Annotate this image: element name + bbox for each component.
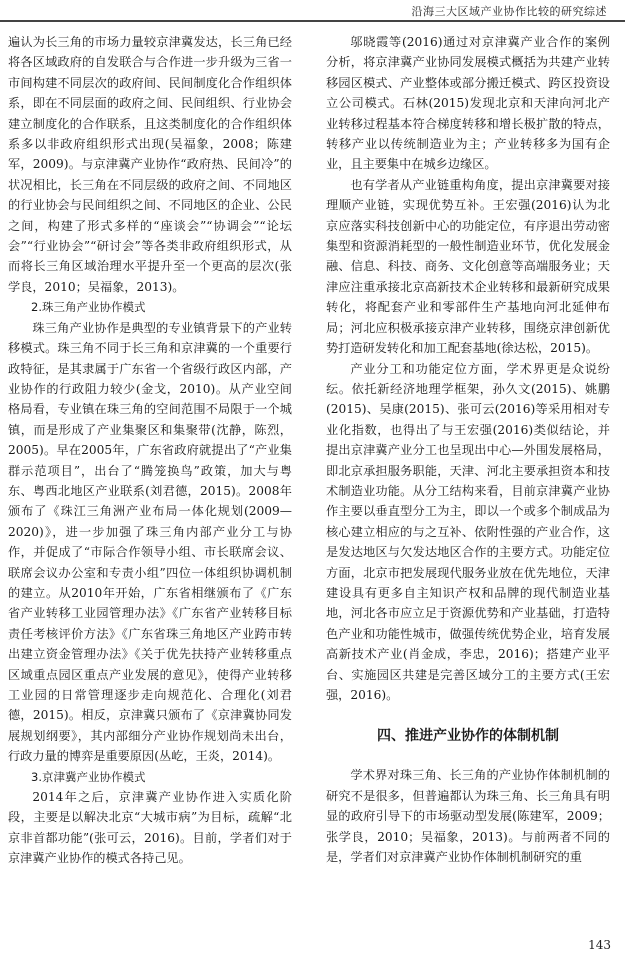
paragraph: 珠三角产业协作是典型的专业镇背景下的产业转移模式。珠三角不同于长三角和京津冀的一个重要行政特征，是其隶属于广东省一个省级行政区内部，产业协作的行政阻力较少(金戈，2010)。从产业空间格局看，专业镇在珠三角的空间范围不局限于一个城镇，而是形成了产业集聚区和集聚带(沈静，陈烈，2005)。早在2005年，广东省政府就提出了“产业集群示范项目”，出台了“腾笼换鸟”政策，加大与粤东、粤西北地区产业联系(刘君德，2015)。2008年颁布了《珠江三角洲产业布局一体化规划(2009—2020)》，进一步加强了珠三角内部产业分工与协作，并促成了“市际合作领导小组、市长联席会议、联席会议办公室和专责小组”四位一体组织协调机制的建立。从2010年开始，广东省相继颁布了《广东省产业转移工业园管理办法》《广东省产业转移目标责任考核评价方法》《广东省珠三角地区产业跨市转出建立资金管理办法》《关于优先扶持产业转移重点区域重点园区重点产业发展的意见》，使得产业转移工业园的日常管理逐步走向规范化、合理化(刘君德，2015)。相反，京津冀只颁布了《京津冀协同发展规划纲要》，其内部细分产业协作规划尚未出台，行政力量的博弈是重要原因(丛屹，王炎，2014)。 bbox=[8, 320, 292, 764]
paragraph: 邬晓霞等(2016)通过对京津冀产业合作的案例分析，将京津冀产业协同发展模式概括为共建产业转移园区模式、产业整体或部分搬迁模式、跨区投资设立公司模式。石林(2015)发现北京和天津向河北产业转移过程基本符合梯度转移和增长极扩散的特点，转移产业以传统制造业为主；产业转移多为国有企业，且主要集中在城乡边缘区。 bbox=[326, 35, 610, 172]
subsection-heading: 2.珠三角产业协作模式 bbox=[31, 300, 146, 315]
header-rule bbox=[0, 20, 625, 22]
subsection-heading: 3.京津冀产业协作模式 bbox=[31, 769, 146, 784]
left-column bbox=[8, 32, 292, 869]
section-heading: 四、推进产业协作的体制机制 bbox=[377, 728, 559, 745]
page-number: 143 bbox=[588, 938, 611, 952]
paragraph: 也有学者从产业链重构角度，提出京津冀要对接理顺产业链，实现优势互补。王宏强(2016)认为北京应落实科技创新中心的功能定位，有序退出劳动密集型和资源消耗型的一般性制造业环节，优化发展金融、信息、科技、商务、文化创意等高端服务业；天津应注重承接北京高新技术企业转移和最新研究成果转化，将配套产业和零部件生产基地向河北延伸布局；河北应积极承接京津产业转移，围绕京津创新优势打造研发转化和加工配套基地(徐达松，2015)。 bbox=[326, 177, 610, 356]
running-header bbox=[0, 0, 625, 22]
paragraph: 学术界对珠三角、长三角的产业协作体制机制的研究不是很多，但普遍都认为珠三角、长三角具有明显的政府引导下的市场驱动型发展(陈建军，2009；张学良，2010；吴福象，2013)。与前两者不同的是，学者们对京津冀产业协作体制机制研究的重 bbox=[326, 768, 610, 865]
paragraph: 2014年之后，京津冀产业协作进入实质化阶段，主要是以解决北京“大城市病”为目标，疏解“北京非首都功能”(张可云，2016)。目前，学者们对于京津冀产业协作的模式各持己见。 bbox=[8, 790, 292, 866]
paragraph: 遍认为长三角的市场力量较京津冀发达，长三角已经将各区域政府的自发联合与合作进一步升级为三省一市间构建不同层次的政府间、民间制度化合作组织体系，即在不同层面的政府之间、民间组织、行业协会建立制度化的合作联系，且这类制度化的合作组织体系多以非政府组织形式出现(吴福象，2008；陈建军，2009)。与京津冀产业协作“政府热、民间冷”的状况相比，长三角在不同层级的政府之间、不同地区的行业协会与民间组织之间、不同地区的企业、公民之间，构建了形式多样的“座谈会”“协调会”“论坛会”“行业协会”“研讨会”等各类非政府组织形式，从而将长三角区域治理水平提升至一个更高的层次(张学良，2010；吴福象，2013)。 bbox=[8, 35, 292, 294]
paragraph: 产业分工和功能定位方面，学术界更是众说纷纭。依托新经济地理学框架，孙久文(2015)、姚鹏(2015)、吴康(2015)、张可云(2016)等采用相对专业化指数，也得出了与王宏强(2016)类似结论，并提出京津冀产业分工也呈现出中心—外围发展格局，即北京承担服务职能，天津、河北主要承担资本和技术制造业功能。从分工结构来看，目前京津冀产业协作主要以垂直型分工为主，即以一个或多个制成品为核心建立相应的与之互补、依附性强的产业合作，这是发达地区与欠发达地区合作的主要方式。功能定位方面，北京市把发展现代服务业放在优先地位，天津建设具有更多自主知识产权和品牌的现代制造业基地，河北各市应立足于资源优势和产业基础，打造特色产业和功能性城市，做强传统优势企业，培育发展高新技术产业(肖金成，李忠，2016)；搭建产业平台、实施园区共建是完善区域分工的主要方式(王宏强，2016)。 bbox=[326, 361, 610, 702]
right-column bbox=[326, 32, 610, 867]
running-header-title: 沿海三大区域产业协作比较的研究综述 bbox=[411, 5, 607, 18]
